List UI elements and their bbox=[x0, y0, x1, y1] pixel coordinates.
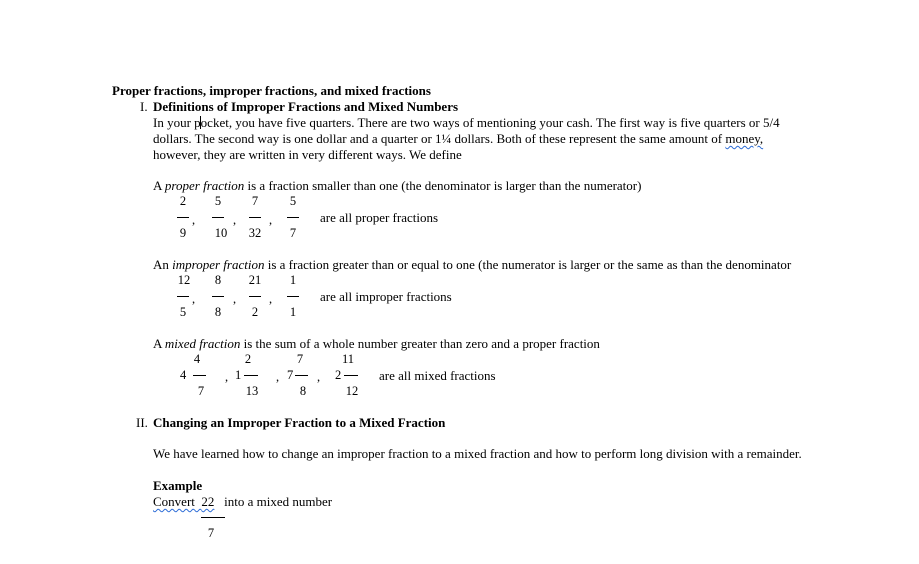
mixed-1-whole: 4 bbox=[180, 368, 187, 382]
example-numerator: 22 bbox=[201, 494, 215, 509]
mixed-definition bbox=[153, 336, 600, 351]
spellcheck-example-convert[interactable] bbox=[153, 494, 214, 509]
proper-sep-1: , bbox=[192, 213, 196, 227]
mixed-3-num: 7 bbox=[296, 352, 304, 366]
proper-frac-4-bar bbox=[287, 217, 299, 218]
mixed-1-den: 7 bbox=[197, 384, 205, 398]
intro-line-1 bbox=[153, 115, 780, 130]
proper-definition bbox=[153, 178, 641, 193]
mixed-caption: are all mixed fractions bbox=[379, 368, 496, 383]
mixed-sep-1: , bbox=[225, 370, 229, 384]
mixed-def-a: A bbox=[153, 336, 165, 351]
mixed-2-num: 2 bbox=[244, 352, 252, 366]
mixed-1-num: 4 bbox=[193, 352, 201, 366]
intro-line-1-a: In your p bbox=[153, 115, 201, 130]
improper-sep-3: , bbox=[269, 292, 273, 306]
section-2-heading: Changing an Improper Fraction to a Mixed Fraction bbox=[153, 415, 446, 430]
proper-frac-3-num: 7 bbox=[251, 194, 259, 208]
mixed-term: mixed fraction bbox=[164, 336, 241, 351]
improper-frac-4-bar bbox=[287, 296, 299, 297]
section-2-paragraph: We have learned how to change an improper fraction to a mixed fraction and how to perform long division with a remainder. bbox=[153, 446, 802, 461]
proper-frac-3-bar bbox=[249, 217, 261, 218]
improper-def-a: An bbox=[153, 257, 173, 272]
proper-sep-3: , bbox=[269, 213, 273, 227]
improper-sep-1: , bbox=[192, 292, 196, 306]
mixed-4-den: 12 bbox=[345, 384, 359, 398]
mixed-2-bar bbox=[244, 375, 258, 376]
mixed-4-whole: 2 bbox=[335, 368, 342, 382]
proper-frac-1-bar bbox=[177, 217, 189, 218]
improper-definition bbox=[153, 257, 791, 272]
example-convert: Convert bbox=[153, 494, 195, 509]
mixed-sep-3: , bbox=[317, 370, 321, 384]
example-label: Example bbox=[153, 478, 203, 493]
improper-frac-1-den: 5 bbox=[179, 305, 187, 319]
improper-frac-2-bar bbox=[212, 296, 224, 297]
mixed-sep-2: , bbox=[276, 370, 280, 384]
intro-line-2 bbox=[153, 131, 763, 146]
proper-frac-1-den: 9 bbox=[179, 226, 187, 240]
mixed-2-whole: 1 bbox=[235, 368, 242, 382]
mixed-2-den: 13 bbox=[245, 384, 259, 398]
example-line bbox=[153, 494, 332, 509]
proper-frac-2-bar bbox=[212, 217, 224, 218]
proper-def-a: A bbox=[153, 178, 165, 193]
mixed-4-bar bbox=[344, 375, 358, 376]
document-title: Proper fractions, improper fractions, and mixed fractions bbox=[112, 83, 431, 98]
mixed-3-den: 8 bbox=[299, 384, 307, 398]
proper-term: proper fraction bbox=[164, 178, 245, 193]
proper-caption: are all proper fractions bbox=[320, 210, 439, 225]
example-denominator: 7 bbox=[207, 526, 215, 540]
proper-frac-2-den: 10 bbox=[214, 226, 228, 240]
mixed-3-bar bbox=[295, 375, 308, 376]
mixed-3-whole: 7 bbox=[287, 368, 294, 382]
improper-frac-3-den: 2 bbox=[251, 305, 259, 319]
improper-frac-1-num: 12 bbox=[177, 273, 191, 287]
intro-line-2-a: dollars. The second way is one dollar and a quarter or 1¼ dollars. Both of these represent the same amount of bbox=[153, 131, 726, 146]
mixed-1-bar bbox=[193, 375, 206, 376]
mixed-4-num: 11 bbox=[341, 352, 355, 366]
improper-def-b: is a fraction greater than or equal to one (the numerator is larger or the same as than the denominator bbox=[264, 257, 792, 272]
section-1-heading: Definitions of Improper Fractions and Mixed Numbers bbox=[153, 99, 459, 114]
improper-caption: are all improper fractions bbox=[320, 289, 452, 304]
proper-def-b: is a fraction smaller than one (the denominator is larger than the numerator) bbox=[244, 178, 642, 193]
intro-line-3: however, they are written in very different ways. We define bbox=[153, 147, 462, 162]
improper-term: improper fraction bbox=[172, 257, 265, 272]
example-fraction-bar bbox=[201, 517, 225, 518]
proper-sep-2: , bbox=[233, 213, 237, 227]
proper-frac-4-den: 7 bbox=[289, 226, 297, 240]
proper-frac-2-num: 5 bbox=[214, 194, 222, 208]
improper-frac-3-num: 21 bbox=[248, 273, 262, 287]
improper-frac-2-den: 8 bbox=[214, 305, 222, 319]
section-2-numeral: II. bbox=[136, 415, 148, 430]
example-rest: into a mixed number bbox=[224, 494, 333, 509]
proper-frac-1-num: 2 bbox=[179, 194, 187, 208]
spellcheck-word-money[interactable]: money, bbox=[725, 131, 764, 146]
improper-sep-2: , bbox=[233, 292, 237, 306]
improper-frac-4-den: 1 bbox=[289, 305, 297, 319]
intro-line-1-b: ocket, you have five quarters. There are two ways of mentioning your cash. The first way is five quarters or 5/4 bbox=[200, 115, 780, 130]
mixed-def-b: is the sum of a whole number greater than zero and a proper fraction bbox=[240, 336, 600, 351]
improper-frac-1-bar bbox=[177, 296, 189, 297]
improper-frac-4-num: 1 bbox=[289, 273, 297, 287]
proper-frac-4-num: 5 bbox=[289, 194, 297, 208]
proper-frac-3-den: 32 bbox=[248, 226, 262, 240]
section-1-numeral: I. bbox=[140, 99, 148, 114]
improper-frac-3-bar bbox=[249, 296, 261, 297]
improper-frac-2-num: 8 bbox=[214, 273, 222, 287]
